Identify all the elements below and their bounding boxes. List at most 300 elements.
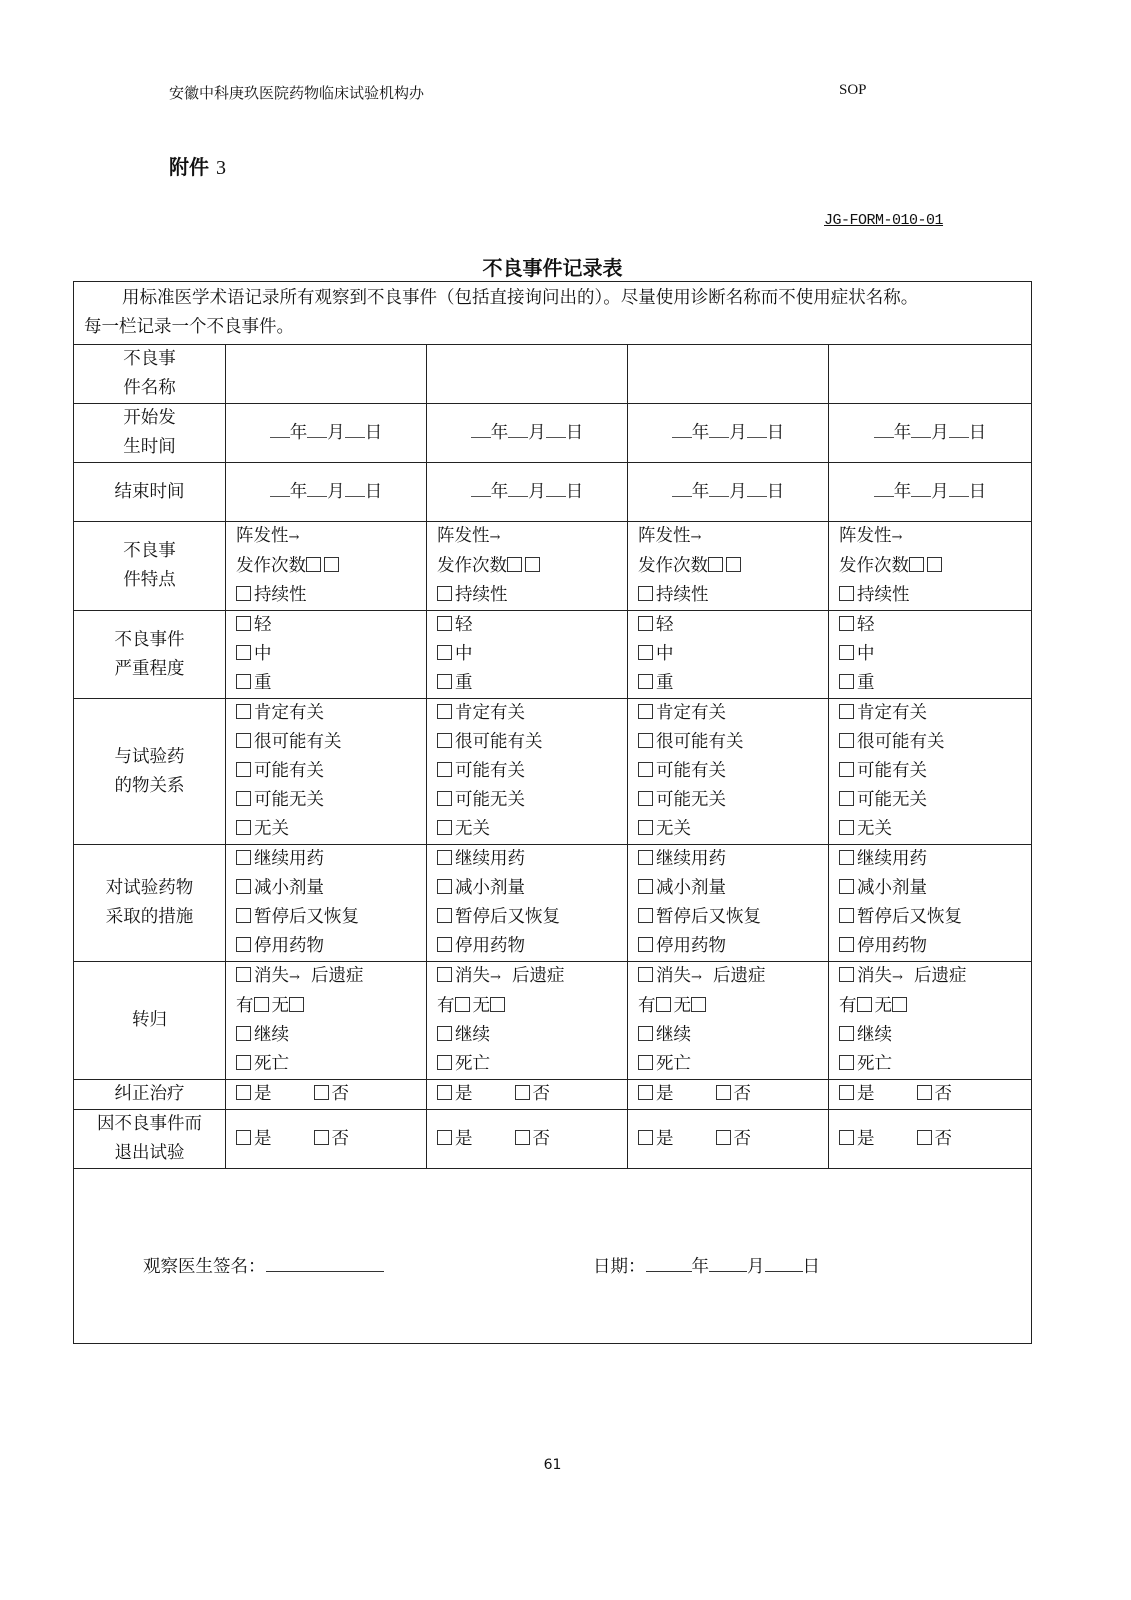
day-label: 日 — [364, 422, 383, 443]
sequelae-label: 后遗症 — [713, 966, 766, 986]
attachment-text: 附件 — [169, 155, 209, 179]
event-3-withdraw — [628, 1110, 829, 1169]
event-3-severity — [628, 611, 829, 699]
intro-text — [74, 282, 1032, 345]
severity-option: 轻 — [656, 615, 674, 635]
count-digit-2[interactable] — [726, 557, 741, 572]
no-label: 否 — [331, 1084, 349, 1104]
attachment-label — [169, 151, 226, 180]
action-option: 暂停后又恢复 — [254, 907, 359, 927]
action-option: 停用药物 — [857, 936, 927, 956]
event-2-treatment — [427, 1080, 628, 1110]
no-label: 否 — [934, 1084, 952, 1104]
action-checkbox[interactable] — [839, 937, 854, 952]
relation-option: 可能无关 — [455, 790, 525, 810]
action-option: 停用药物 — [455, 936, 525, 956]
event-1-start — [226, 404, 427, 463]
action-checkbox[interactable] — [236, 937, 251, 952]
persistent-label: 持续性 — [455, 585, 508, 605]
severity-option: 中 — [254, 644, 272, 664]
severity-checkbox[interactable] — [638, 645, 653, 660]
severity-checkbox[interactable] — [236, 674, 251, 689]
no-label: 否 — [532, 1128, 550, 1149]
relation-option: 可能有关 — [455, 761, 525, 781]
event-4-withdraw — [829, 1110, 1032, 1169]
disappear-label: 消失 — [455, 966, 490, 986]
sequelae-no-checkbox[interactable] — [490, 997, 505, 1012]
severity-checkbox[interactable] — [437, 674, 452, 689]
day-label: 日 — [968, 481, 987, 502]
severity-checkbox[interactable] — [839, 616, 854, 631]
relation-option: 很可能有关 — [254, 732, 342, 752]
signature-label: 观察医生签名： — [143, 1257, 266, 1277]
day-label: 日 — [565, 422, 584, 443]
month-label: 月 — [931, 422, 949, 443]
event-1-name[interactable] — [226, 345, 427, 404]
event-1-withdraw — [226, 1110, 427, 1169]
sequelae-yes-label: 有 — [437, 996, 455, 1016]
row-label-line: 不良事 — [123, 349, 176, 369]
year-input[interactable] — [270, 482, 290, 497]
relation-option: 无关 — [857, 819, 892, 839]
row-action — [74, 845, 1032, 962]
paroxysmal-label: 阵发性 — [236, 526, 289, 546]
year-input[interactable] — [874, 482, 894, 497]
intro-line-2: 每一栏记录一个不良事件。 — [84, 317, 294, 337]
death-checkbox[interactable] — [437, 1055, 452, 1070]
relation-option: 可能无关 — [656, 790, 726, 810]
relation-checkbox[interactable] — [839, 791, 854, 806]
date-year-label: 年 — [691, 1257, 709, 1277]
year-label: 年 — [893, 481, 912, 502]
action-checkbox[interactable] — [839, 850, 854, 865]
relation-checkbox[interactable] — [236, 704, 251, 719]
continue-checkbox[interactable] — [839, 1026, 854, 1041]
event-2-outcome — [427, 962, 628, 1080]
relation-checkbox[interactable] — [638, 704, 653, 719]
treatment-no-checkbox[interactable] — [515, 1085, 530, 1100]
row-label-line: 转归 — [132, 1010, 167, 1030]
severity-option: 重 — [254, 673, 272, 693]
date-day-input[interactable] — [765, 1255, 803, 1272]
year-label: 年 — [490, 422, 509, 443]
count-label: 发作次数 — [236, 556, 306, 576]
arrow-icon: → — [690, 530, 702, 545]
day-label: 日 — [565, 481, 584, 502]
withdraw-yes-checkbox[interactable] — [236, 1130, 251, 1145]
withdraw-no-checkbox[interactable] — [917, 1130, 932, 1145]
signature-field — [143, 1253, 384, 1278]
day-input[interactable] — [949, 482, 969, 497]
relation-checkbox[interactable] — [236, 791, 251, 806]
persistent-label: 持续性 — [857, 585, 910, 605]
event-2-severity — [427, 611, 628, 699]
header-doc-type: SOP — [839, 82, 867, 98]
action-checkbox[interactable] — [437, 850, 452, 865]
sequelae-no-label: 无 — [472, 996, 490, 1016]
intro-row — [74, 282, 1032, 345]
severity-option: 重 — [857, 673, 875, 693]
signature-input[interactable] — [266, 1255, 384, 1272]
day-input[interactable] — [949, 423, 969, 438]
severity-checkbox[interactable] — [638, 674, 653, 689]
severity-checkbox[interactable] — [638, 616, 653, 631]
page-number: 61 — [543, 1457, 562, 1473]
year-input[interactable] — [471, 482, 491, 497]
adverse-event-table — [73, 281, 1032, 1344]
sequelae-label: 后遗症 — [311, 966, 364, 986]
persistent-checkbox[interactable] — [839, 586, 854, 601]
event-1-relation — [226, 699, 427, 845]
event-4-outcome — [829, 962, 1032, 1080]
row-severity — [74, 611, 1032, 699]
severity-checkbox[interactable] — [839, 674, 854, 689]
death-checkbox[interactable] — [236, 1055, 251, 1070]
continue-checkbox[interactable] — [638, 1026, 653, 1041]
count-digit-1[interactable] — [909, 557, 924, 572]
treatment-yes-checkbox[interactable] — [839, 1085, 854, 1100]
sequelae-label: 后遗症 — [512, 966, 565, 986]
event-3-outcome — [628, 962, 829, 1080]
severity-option: 中 — [455, 644, 473, 664]
continue-checkbox[interactable] — [236, 1026, 251, 1041]
continue-label: 继续 — [857, 1025, 892, 1045]
row-outcome — [74, 962, 1032, 1080]
form-number: JG-FORM-010-01 — [824, 212, 944, 229]
arrow-icon: → — [490, 970, 501, 985]
day-label: 日 — [968, 422, 987, 443]
yes-label: 是 — [254, 1084, 272, 1104]
count-digit-1[interactable] — [306, 557, 321, 572]
relation-option: 可能有关 — [656, 761, 726, 781]
relation-checkbox[interactable] — [236, 762, 251, 777]
disappear-checkbox[interactable] — [839, 967, 854, 982]
event-4-end — [829, 463, 1032, 522]
date-year-input[interactable] — [646, 1255, 692, 1272]
death-label: 死亡 — [857, 1054, 892, 1074]
count-digit-1[interactable] — [507, 557, 522, 572]
arrow-icon: → — [891, 530, 903, 545]
action-checkbox[interactable] — [236, 850, 251, 865]
yes-label: 是 — [857, 1128, 875, 1149]
disappear-label: 消失 — [656, 966, 691, 986]
continue-checkbox[interactable] — [437, 1026, 452, 1041]
date-month-input[interactable] — [709, 1255, 747, 1272]
month-input[interactable] — [709, 423, 729, 438]
month-label: 月 — [327, 422, 345, 443]
no-label: 否 — [733, 1084, 751, 1104]
relation-option: 很可能有关 — [455, 732, 543, 752]
relation-checkbox[interactable] — [236, 820, 251, 835]
row-label-line: 严重程度 — [114, 658, 185, 679]
month-input[interactable] — [508, 423, 528, 438]
event-2-features — [427, 522, 628, 611]
day-label: 日 — [766, 422, 785, 443]
withdraw-no-checkbox[interactable] — [314, 1130, 329, 1145]
count-label: 发作次数 — [638, 556, 708, 576]
yes-label: 是 — [656, 1084, 674, 1104]
severity-option: 轻 — [254, 615, 272, 635]
signature-date — [593, 1253, 820, 1278]
event-2-name[interactable] — [427, 345, 628, 404]
sequelae-yes-checkbox[interactable] — [455, 997, 470, 1012]
action-option: 继续用药 — [857, 849, 927, 869]
count-digit-2[interactable] — [324, 557, 339, 572]
month-input[interactable] — [709, 482, 729, 497]
action-checkbox[interactable] — [638, 908, 653, 923]
arrow-icon: → — [289, 970, 300, 985]
action-checkbox[interactable] — [437, 908, 452, 923]
relation-checkbox[interactable] — [437, 733, 452, 748]
treatment-yes-checkbox[interactable] — [638, 1085, 653, 1100]
action-checkbox[interactable] — [437, 937, 452, 952]
action-checkbox[interactable] — [437, 879, 452, 894]
action-checkbox[interactable] — [839, 908, 854, 923]
month-label: 月 — [931, 481, 949, 502]
row-label-line: 退出试验 — [114, 1143, 185, 1163]
month-input[interactable] — [911, 423, 931, 438]
action-option: 暂停后又恢复 — [455, 907, 560, 927]
count-label: 发作次数 — [839, 556, 909, 576]
event-2-end — [427, 463, 628, 522]
month-label: 月 — [327, 481, 345, 502]
event-4-severity — [829, 611, 1032, 699]
year-label: 年 — [289, 422, 308, 443]
event-3-action — [628, 845, 829, 962]
month-label: 月 — [729, 422, 747, 443]
action-checkbox[interactable] — [638, 879, 653, 894]
withdraw-yes-checkbox[interactable] — [638, 1130, 653, 1145]
sequelae-yes-checkbox[interactable] — [254, 997, 269, 1012]
event-2-start — [427, 404, 628, 463]
year-input[interactable] — [270, 423, 290, 438]
action-option: 停用药物 — [656, 936, 726, 956]
month-input[interactable] — [911, 482, 931, 497]
row-label-line: 结束时间 — [114, 481, 185, 502]
count-digit-1[interactable] — [708, 557, 723, 572]
no-label: 否 — [532, 1084, 550, 1104]
persistent-label: 持续性 — [656, 585, 709, 605]
day-input[interactable] — [747, 423, 767, 438]
treatment-yes-checkbox[interactable] — [236, 1085, 251, 1100]
relation-checkbox[interactable] — [236, 733, 251, 748]
sequelae-yes-label: 有 — [236, 996, 254, 1016]
row-label-end — [74, 463, 226, 522]
year-input[interactable] — [874, 423, 894, 438]
row-label-features — [74, 522, 226, 611]
day-label: 日 — [766, 481, 785, 502]
relation-checkbox[interactable] — [437, 791, 452, 806]
sequelae-yes-checkbox[interactable] — [656, 997, 671, 1012]
attachment-number: 3 — [215, 157, 226, 179]
year-label: 年 — [691, 481, 710, 502]
event-4-treatment — [829, 1080, 1032, 1110]
action-checkbox[interactable] — [839, 879, 854, 894]
year-label: 年 — [289, 481, 308, 502]
withdraw-yes-checkbox[interactable] — [839, 1130, 854, 1145]
relation-checkbox[interactable] — [638, 762, 653, 777]
yes-label: 是 — [656, 1128, 674, 1149]
month-input[interactable] — [508, 482, 528, 497]
day-input[interactable] — [345, 423, 365, 438]
relation-checkbox[interactable] — [437, 820, 452, 835]
sequelae-no-checkbox[interactable] — [289, 997, 304, 1012]
arrow-icon: → — [691, 970, 702, 985]
event-3-end — [628, 463, 829, 522]
treatment-yes-checkbox[interactable] — [437, 1085, 452, 1100]
relation-checkbox[interactable] — [638, 791, 653, 806]
relation-option: 很可能有关 — [656, 732, 744, 752]
event-3-name[interactable] — [628, 345, 829, 404]
year-label: 年 — [490, 481, 509, 502]
severity-checkbox[interactable] — [236, 645, 251, 660]
month-input[interactable] — [307, 482, 327, 497]
disappear-label: 消失 — [857, 966, 892, 986]
persistent-checkbox[interactable] — [236, 586, 251, 601]
action-option: 继续用药 — [455, 849, 525, 869]
severity-checkbox[interactable] — [236, 616, 251, 631]
action-option: 减小剂量 — [254, 878, 324, 898]
disappear-checkbox[interactable] — [236, 967, 251, 982]
severity-option: 重 — [455, 673, 473, 693]
year-input[interactable] — [471, 423, 491, 438]
count-digit-2[interactable] — [525, 557, 540, 572]
withdraw-no-checkbox[interactable] — [515, 1130, 530, 1145]
death-label: 死亡 — [455, 1054, 490, 1074]
row-features — [74, 522, 1032, 611]
action-checkbox[interactable] — [638, 937, 653, 952]
continue-label: 继续 — [254, 1025, 289, 1045]
action-checkbox[interactable] — [236, 908, 251, 923]
treatment-no-checkbox[interactable] — [917, 1085, 932, 1100]
no-label: 否 — [733, 1128, 751, 1149]
day-input[interactable] — [546, 482, 566, 497]
relation-checkbox[interactable] — [839, 762, 854, 777]
relation-option: 可能有关 — [857, 761, 927, 781]
sequelae-no-checkbox[interactable] — [892, 997, 907, 1012]
event-3-relation — [628, 699, 829, 845]
sequelae-yes-label: 有 — [638, 996, 656, 1016]
relation-option: 可能无关 — [254, 790, 324, 810]
disappear-label: 消失 — [254, 966, 289, 986]
relation-checkbox[interactable] — [839, 733, 854, 748]
count-digit-2[interactable] — [927, 557, 942, 572]
row-label-line: 开始发 — [123, 408, 176, 428]
row-label-line: 件名称 — [123, 378, 176, 398]
date-label: 日期： — [593, 1257, 646, 1277]
relation-checkbox[interactable] — [638, 733, 653, 748]
row-label-outcome — [74, 962, 226, 1080]
year-input[interactable] — [672, 423, 692, 438]
row-label-start — [74, 404, 226, 463]
relation-option: 肯定有关 — [857, 703, 927, 723]
sequelae-yes-checkbox[interactable] — [857, 997, 872, 1012]
sequelae-no-label: 无 — [874, 996, 892, 1016]
severity-option: 轻 — [857, 615, 875, 635]
day-input[interactable] — [546, 423, 566, 438]
row-label-line: 不良事件 — [114, 629, 185, 650]
month-input[interactable] — [307, 423, 327, 438]
disappear-checkbox[interactable] — [638, 967, 653, 982]
month-label: 月 — [528, 422, 546, 443]
event-1-treatment — [226, 1080, 427, 1110]
yes-label: 是 — [455, 1128, 473, 1149]
event-2-action — [427, 845, 628, 962]
row-label-relation — [74, 699, 226, 845]
date-month-label: 月 — [747, 1257, 765, 1277]
arrow-icon: → — [288, 530, 300, 545]
action-option: 继续用药 — [656, 849, 726, 869]
form-title: 不良事件记录表 — [482, 256, 623, 280]
relation-option: 无关 — [455, 819, 490, 839]
month-label: 月 — [528, 481, 546, 502]
event-4-name[interactable] — [829, 345, 1032, 404]
relation-checkbox[interactable] — [437, 704, 452, 719]
day-label: 日 — [364, 481, 383, 502]
count-label: 发作次数 — [437, 556, 507, 576]
relation-option: 无关 — [254, 819, 289, 839]
row-label-line: 生时间 — [123, 437, 176, 457]
persistent-label: 持续性 — [254, 585, 307, 605]
row-label-treatment — [74, 1080, 226, 1110]
severity-checkbox[interactable] — [437, 616, 452, 631]
severity-checkbox[interactable] — [839, 645, 854, 660]
event-2-withdraw — [427, 1110, 628, 1169]
treatment-no-checkbox[interactable] — [716, 1085, 731, 1100]
date-day-label: 日 — [802, 1257, 820, 1277]
severity-checkbox[interactable] — [437, 645, 452, 660]
disappear-checkbox[interactable] — [437, 967, 452, 982]
row-label-line: 对试验药物 — [105, 878, 194, 898]
row-relation — [74, 699, 1032, 845]
death-checkbox[interactable] — [839, 1055, 854, 1070]
day-input[interactable] — [747, 482, 767, 497]
yes-label: 是 — [254, 1128, 272, 1149]
event-3-treatment — [628, 1080, 829, 1110]
persistent-checkbox[interactable] — [437, 586, 452, 601]
sequelae-yes-label: 有 — [839, 996, 857, 1016]
action-checkbox[interactable] — [638, 850, 653, 865]
relation-checkbox[interactable] — [839, 704, 854, 719]
row-label-line: 的物关系 — [114, 775, 185, 796]
day-input[interactable] — [345, 482, 365, 497]
relation-checkbox[interactable] — [437, 762, 452, 777]
relation-checkbox[interactable] — [839, 820, 854, 835]
relation-checkbox[interactable] — [638, 820, 653, 835]
row-label-severity — [74, 611, 226, 699]
sequelae-no-checkbox[interactable] — [691, 997, 706, 1012]
action-option: 减小剂量 — [455, 878, 525, 898]
year-input[interactable] — [672, 482, 692, 497]
death-label: 死亡 — [254, 1054, 289, 1074]
action-checkbox[interactable] — [236, 879, 251, 894]
persistent-checkbox[interactable] — [638, 586, 653, 601]
row-label-line: 与试验药 — [114, 746, 185, 767]
yes-label: 是 — [857, 1084, 875, 1104]
death-checkbox[interactable] — [638, 1055, 653, 1070]
treatment-no-checkbox[interactable] — [314, 1085, 329, 1100]
event-4-features — [829, 522, 1032, 611]
withdraw-yes-checkbox[interactable] — [437, 1130, 452, 1145]
withdraw-no-checkbox[interactable] — [716, 1130, 731, 1145]
relation-option: 很可能有关 — [857, 732, 945, 752]
event-1-severity — [226, 611, 427, 699]
action-option: 继续用药 — [254, 849, 324, 869]
arrow-icon: → — [489, 530, 501, 545]
continue-label: 继续 — [455, 1025, 490, 1045]
action-option: 暂停后又恢复 — [857, 907, 962, 927]
sequelae-no-label: 无 — [673, 996, 691, 1016]
